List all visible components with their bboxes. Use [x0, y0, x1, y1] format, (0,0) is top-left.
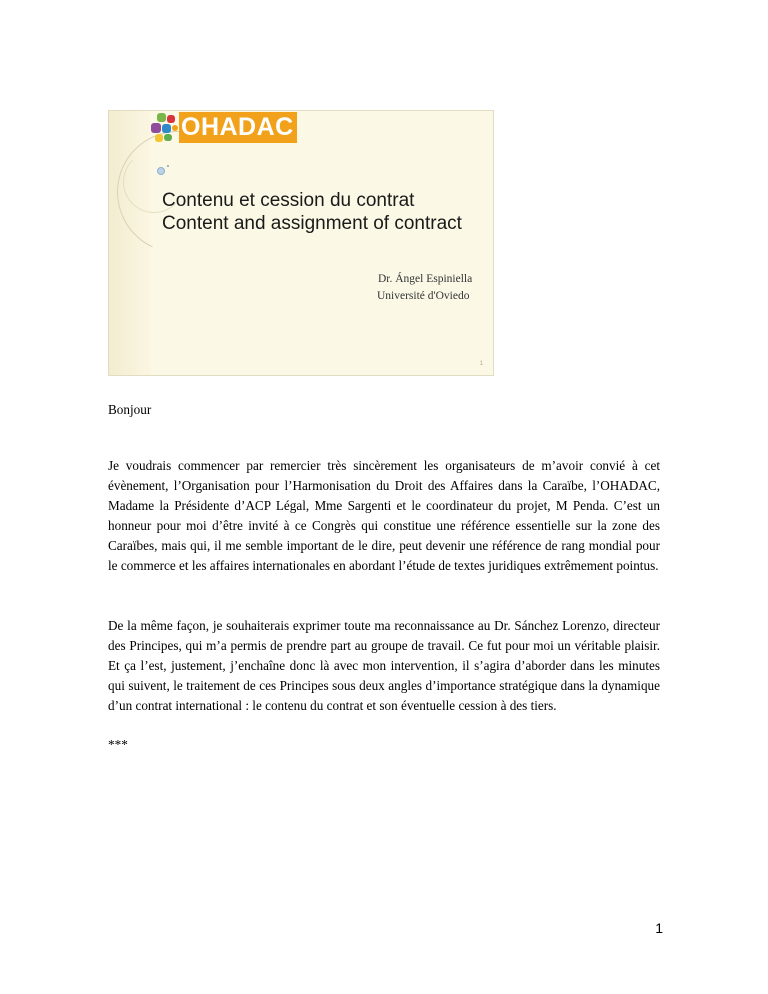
slide-author-block — [377, 271, 472, 305]
section-separator: *** — [108, 737, 128, 752]
slide-author-affiliation: Université d'Oviedo — [377, 290, 470, 302]
slide-decor-dot-small — [167, 165, 169, 167]
slide-title-french: Contenu et cession du contrat — [162, 190, 415, 211]
slide-decor-dot — [157, 167, 165, 175]
ohadac-logo-text: OHADAC — [179, 112, 297, 143]
greeting-text: Bonjour — [108, 402, 152, 417]
slide-title-english: Content and assignment of contract — [162, 213, 462, 234]
slide-author-name: Dr. Ángel Espiniella — [378, 273, 473, 285]
page-number: 1 — [655, 920, 663, 936]
ohadac-logo — [147, 111, 297, 145]
slide-title — [162, 189, 462, 235]
paragraph-thanks-organisers: Je voudrais commencer par remercier très sincèrement les organisateurs de m’avoir convié à cet évènement, l’Organisation pour l’Harmonisation du Droit des Affaires dans la Caraïbe, l’OHADAC, Madame la Présidente d’ACP Légal, Mme Sargenti et le coordinateur du projet, M Penda. C’est un honneur pour moi d’être invité à ce Congrès qui constitue une référence essentielle sur la zone des Caraïbes, mais qui, il me semble important de le dire, peut devenir une référence de rang mondial pour le commerce et les affaires internationales en abordant l’étude de textes juridiques extrêmement pointus. — [108, 458, 660, 573]
ohadac-logo-mark — [151, 113, 179, 143]
slide-number: 1 — [479, 361, 483, 367]
paragraph-thanks-director: De la même façon, je souhaiterais exprimer toute ma reconnaissance au Dr. Sánchez Lorenzo, directeur des Principes, qui m’a permis de prendre part au groupe de travail. Ce fut pour moi un véritable plaisir. Et ça l’est, justement, j’enchaîne donc là avec mon intervention, il s’agira d’aborder dans les minutes qui suivent, le traitement de ces Principes sous deux angles d’importance stratégique dans la dynamique d’un contrat international : le contenu du contrat et son éventuelle cession à des tiers. — [108, 618, 660, 713]
presentation-slide — [108, 110, 494, 376]
